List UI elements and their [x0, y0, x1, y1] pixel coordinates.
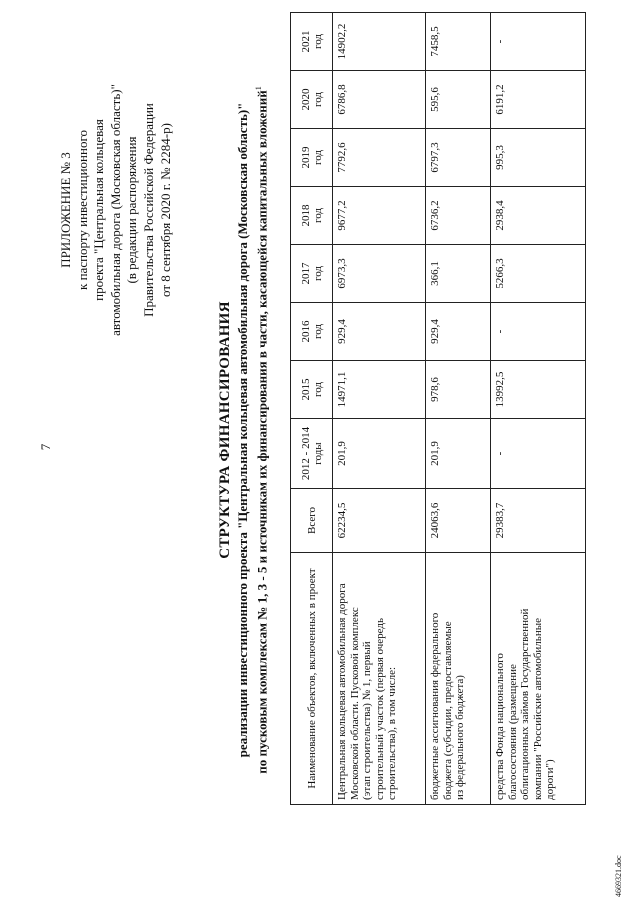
value-cell: 14902,2	[333, 13, 426, 71]
value-cell: 14971,1	[333, 361, 426, 419]
appendix-line: ПРИЛОЖЕНИЕ № 3	[58, 152, 73, 268]
object-name-cell	[491, 553, 586, 805]
value-cell: 6786,8	[333, 71, 426, 129]
column-header-text: 2019	[299, 146, 312, 169]
value-cell: 366,1	[426, 245, 491, 303]
value-cell: 6797,3	[426, 129, 491, 187]
column-header	[291, 13, 333, 71]
value-cell: 995,3	[491, 129, 586, 187]
value-cell: 24063,6	[426, 489, 491, 553]
column-header	[291, 419, 333, 489]
object-name-cell	[333, 553, 426, 805]
column-header-text: 2020	[299, 88, 312, 111]
object-name-line: бюджетные ассигнования федерального	[429, 612, 441, 800]
object-name-line: (этап строительства) № 1, первый	[361, 641, 373, 800]
value-cell: 5266,3	[491, 245, 586, 303]
column-header-text: 2015	[299, 378, 312, 401]
column-header	[291, 187, 333, 245]
value-cell: -	[491, 303, 586, 361]
value-cell: 595,6	[426, 71, 491, 129]
object-name-line: Московской области. Пусковой комплекс	[348, 607, 361, 800]
value-cell: 9677,2	[333, 187, 426, 245]
column-header	[291, 245, 333, 303]
appendix-block	[58, 45, 174, 375]
value-cell: 2938,4	[491, 187, 586, 245]
appendix-line: от 8 сентября 2020 г. № 2284-р)	[157, 123, 173, 297]
table-header-row	[291, 13, 333, 805]
object-name-line: компании "Российские автомобильные	[531, 618, 544, 800]
appendix-line: (в редакции распоряжения	[124, 136, 140, 284]
value-cell: 6191,2	[491, 71, 586, 129]
footer-file-code: 4669321.doc	[614, 855, 623, 897]
column-header	[291, 489, 333, 553]
object-name-line: строительный участок (первая очередь	[373, 617, 386, 800]
value-cell: 62234,5	[333, 489, 426, 553]
column-header-text: Всего	[305, 507, 318, 534]
heading-title: СТРУКТУРА ФИНАНСИРОВАНИЯ	[217, 301, 233, 559]
object-name-line: строительства), в том числе:	[386, 666, 398, 800]
column-header-text: 2017	[299, 262, 312, 285]
page-number: 7	[38, 443, 53, 451]
object-name-line: облигационных займов Государственной	[519, 608, 531, 800]
footnote-mark: 1	[254, 86, 263, 91]
appendix-line: автомобильная дорога (Московская область)"	[107, 84, 123, 336]
value-cell: 201,9	[426, 419, 491, 489]
object-name-line: бюджета (субсидии, предоставляемые	[441, 621, 454, 800]
column-header-unit: год	[311, 207, 324, 224]
column-header	[291, 303, 333, 361]
heading-subtitle	[251, 0, 270, 865]
object-name-line: средства Фонда национального	[494, 653, 506, 800]
value-cell: 29383,7	[491, 489, 586, 553]
table-row	[333, 13, 426, 805]
value-cell: 6736,2	[426, 187, 491, 245]
value-cell: 978,6	[426, 361, 491, 419]
appendix-line: к паспорту инвестиционного	[74, 130, 90, 290]
column-header-text: 2016	[299, 320, 312, 343]
document-heading	[215, 0, 270, 865]
column-header-unit: годы	[311, 442, 324, 465]
financing-table	[290, 12, 586, 805]
object-name-line: благосостояния (размещение	[506, 664, 519, 800]
column-header-unit: год	[311, 33, 324, 50]
column-header-unit: год	[311, 91, 324, 108]
value-cell: 13992,5	[491, 361, 586, 419]
value-cell: 201,9	[333, 419, 426, 489]
value-cell: 7458,5	[426, 13, 491, 71]
column-header-unit: год	[311, 265, 324, 282]
value-cell: 6973,3	[333, 245, 426, 303]
object-name-line: из федерального бюджета)	[454, 675, 466, 800]
heading-subtitle: реализации инвестиционного проекта "Центральная кольцевая автомобильная дорога (Московская область)"	[235, 102, 250, 758]
value-cell: 7792,6	[333, 129, 426, 187]
value-cell: 929,4	[426, 303, 491, 361]
object-name-line: Центральная кольцевая автомобильная дорога	[336, 583, 348, 800]
column-header-text: 2021	[299, 30, 312, 53]
appendix-line: проекта "Центральная кольцевая	[91, 119, 107, 301]
heading-subtitle-text: по пусковым комплексам № 1, 3 - 5 и источникам их финансирования в части, касающейся капитальных вложений	[254, 90, 270, 774]
column-header	[291, 361, 333, 419]
column-header-text: Наименование объектов, включенных в проект	[305, 568, 318, 789]
table-row	[426, 13, 491, 805]
appendix-line: Правительства Российской Федерации	[140, 103, 156, 317]
column-header-text: 2018	[299, 204, 312, 227]
object-name-cell	[426, 553, 491, 805]
value-cell: 929,4	[333, 303, 426, 361]
value-cell: -	[491, 13, 586, 71]
table-row	[491, 13, 586, 805]
column-header	[291, 71, 333, 129]
value-cell: -	[491, 419, 586, 489]
column-header-unit: год	[311, 381, 324, 398]
column-header-unit: год	[311, 323, 324, 340]
column-header-text: 2012 - 2014	[299, 426, 312, 481]
column-header-unit: год	[311, 149, 324, 166]
column-header	[291, 553, 333, 805]
column-header	[291, 129, 333, 187]
object-name-line: дороги")	[544, 759, 556, 800]
